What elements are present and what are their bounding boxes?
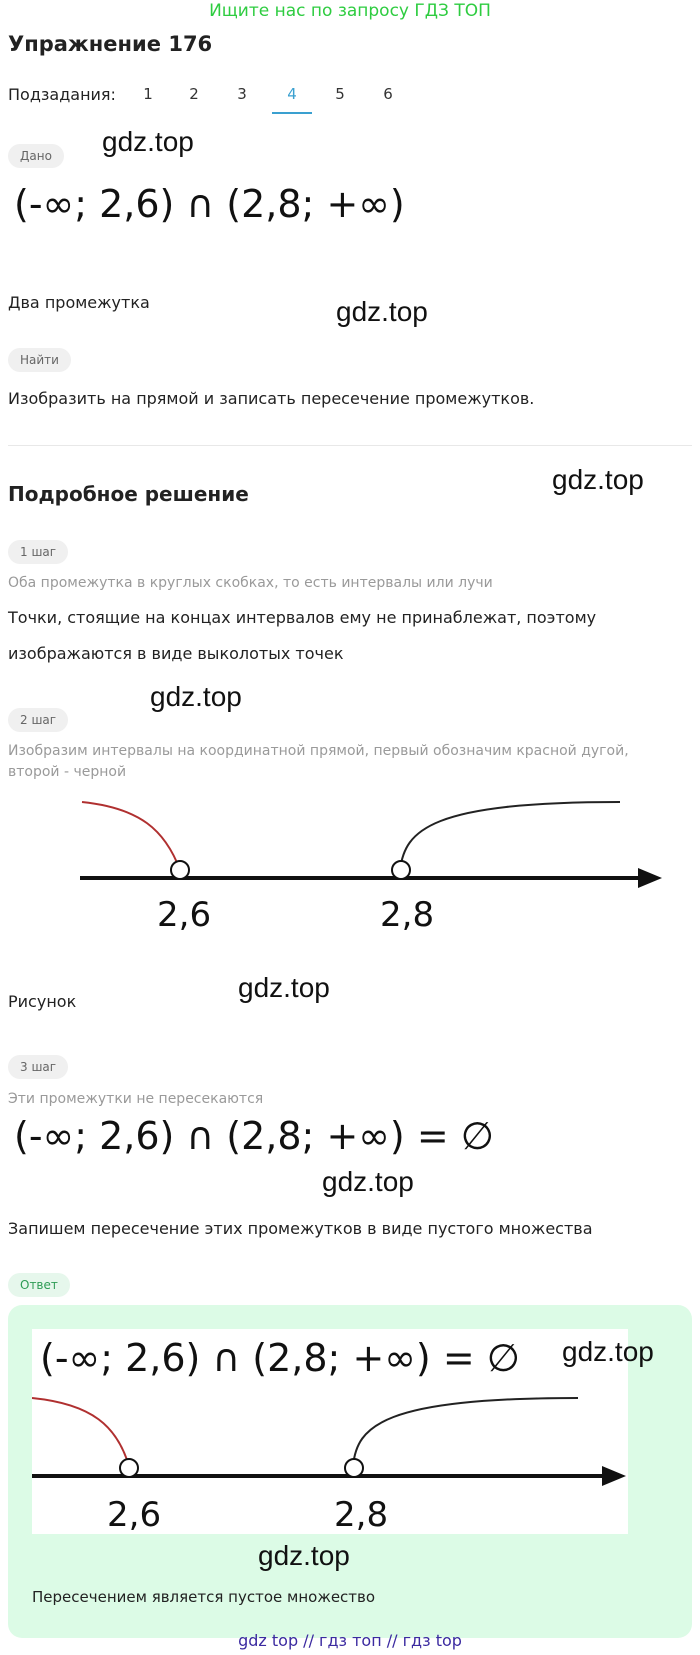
step-3-badge: 3 шаг: [8, 1055, 68, 1079]
search-banner: Ищите нас по запросу ГДЗ ТОП: [209, 1, 491, 21]
find-badge: Найти: [8, 348, 71, 372]
point-a-label: 2,6: [107, 1495, 162, 1534]
answer-badge: Ответ: [8, 1273, 70, 1297]
answer-formula: (-∞; 2,6) ∩ (2,8; +∞) = ∅: [40, 1336, 520, 1380]
subtasks-label: Подзадания:: [8, 85, 116, 104]
section-divider: [8, 445, 692, 446]
watermark: gdz.top: [238, 972, 330, 1003]
step-3-text: Запишем пересечение этих промежутков в виде пустого множества: [8, 1219, 593, 1238]
watermark: gdz.top: [102, 126, 194, 157]
tab-subtask-4[interactable]: 4: [287, 85, 297, 103]
watermark: gdz.top: [150, 681, 242, 712]
footer-links[interactable]: gdz top // гдз топ // гдз top: [238, 1631, 462, 1650]
step-1-badge: 1 шаг: [8, 540, 68, 564]
step-3-hint: Эти промежутки не пересекаются: [8, 1091, 264, 1107]
tab-subtask-3[interactable]: 3: [237, 85, 247, 103]
axis-arrow: [602, 1466, 626, 1486]
open-point-b: [345, 1459, 363, 1477]
answer-text: Пересечением является пустое множество: [32, 1588, 376, 1606]
point-b-label: 2,8: [334, 1495, 389, 1534]
find-text: Изобразить на прямой и записать пересечение промежутков.: [8, 389, 535, 408]
watermark: gdz.top: [552, 464, 644, 495]
step-1-text-line2: изображаются в виде выколотых точек: [8, 644, 344, 663]
step-2-hint-line2: второй - черной: [8, 764, 127, 780]
open-point-a: [171, 861, 189, 879]
watermark: gdz.top: [336, 296, 428, 327]
tab-subtask-2[interactable]: 2: [189, 85, 199, 103]
tab-subtask-5[interactable]: 5: [335, 85, 345, 103]
point-b-label: 2,8: [380, 895, 435, 935]
point-a-label: 2,6: [157, 895, 212, 935]
watermark: gdz.top: [322, 1166, 414, 1197]
given-text: Два промежутка: [8, 293, 150, 312]
step-2-badge: 2 шаг: [8, 708, 68, 732]
solution-title: Подробное решение: [8, 482, 249, 506]
given-badge: Дано: [8, 144, 64, 168]
open-point-a: [120, 1459, 138, 1477]
black-arc: [353, 1398, 578, 1466]
active-tab-indicator: [272, 112, 312, 114]
figure-caption: Рисунок: [8, 992, 77, 1011]
step-2-hint-line1: Изобразим интервалы на координатной прямой, первый обозначим красной дугой,: [8, 743, 629, 759]
watermark: gdz.top: [258, 1540, 350, 1571]
tab-subtask-6[interactable]: 6: [383, 85, 393, 103]
axis-arrow: [638, 868, 662, 888]
open-point-b: [392, 861, 410, 879]
red-arc: [32, 1398, 129, 1466]
step-1-hint: Оба промежутка в круглых скобках, то есть интервалы или лучи: [8, 575, 493, 591]
black-arc: [400, 802, 620, 870]
page-title: Упражнение 176: [8, 32, 213, 56]
given-formula: (-∞; 2,6) ∩ (2,8; +∞): [14, 182, 405, 226]
watermark: gdz.top: [562, 1336, 654, 1367]
red-arc: [82, 802, 180, 870]
answer-number-line: [32, 1390, 628, 1534]
step-3-formula: (-∞; 2,6) ∩ (2,8; +∞) = ∅: [14, 1114, 494, 1158]
number-line-figure: [0, 790, 700, 940]
tab-subtask-1[interactable]: 1: [143, 85, 153, 103]
step-1-text-line1: Точки, стоящие на концах интервалов ему не принаблежат, поэтому: [8, 608, 597, 627]
